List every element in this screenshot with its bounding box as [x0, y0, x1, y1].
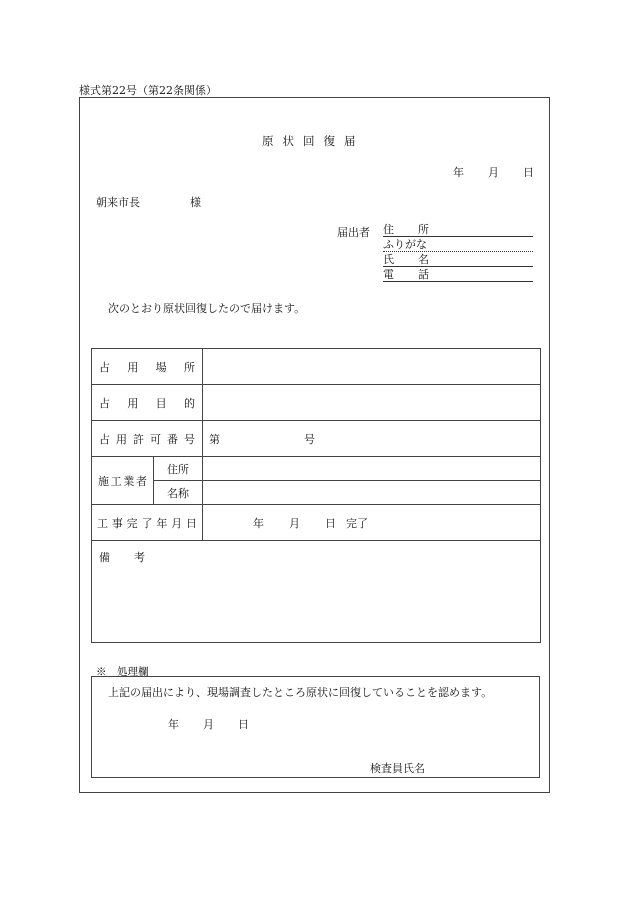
- form-number: 様式第22号（第22条関係）: [79, 84, 217, 97]
- title-char: 状: [282, 134, 303, 148]
- completion-date-input[interactable]: 年 月 日 完了: [203, 505, 541, 541]
- date-day-label: 日: [523, 166, 534, 179]
- contractor-label-cell: 施 工 業 者: [92, 457, 154, 505]
- applicant-address-label: 住 所: [383, 223, 429, 236]
- contractor-address-label: 住所: [154, 457, 203, 481]
- lead-text: 次のとおり原状回復したので届けます。: [108, 302, 306, 315]
- processing-day-label: 日: [238, 718, 249, 731]
- contractor-name-input[interactable]: [203, 481, 541, 505]
- table-row: [92, 349, 541, 385]
- location-label-cell: 占 用 場 所: [92, 349, 203, 385]
- title-char: 回: [303, 134, 324, 148]
- honorific: 様: [190, 196, 201, 209]
- title-char: 原: [262, 134, 283, 148]
- applicant-name-label: 氏 名: [383, 253, 429, 266]
- table-row: [92, 505, 541, 541]
- table-row: [92, 541, 541, 643]
- table-row: [92, 421, 541, 457]
- applicant-phone-label: 電 話: [383, 268, 429, 281]
- remarks-label: 備 考: [99, 551, 145, 564]
- title-char: 復: [323, 134, 344, 148]
- table-row: [92, 481, 541, 505]
- processing-title: ※ 処理欄: [96, 666, 149, 678]
- applicant-name-field[interactable]: [383, 253, 533, 267]
- date-month-label: 月: [488, 166, 499, 179]
- processing-year-label: 年: [168, 718, 179, 731]
- contractor-name-label: 名称: [154, 481, 203, 505]
- applicant-address-field[interactable]: [383, 223, 533, 237]
- processing-month-label: 月: [203, 718, 214, 731]
- applicant-phone-field[interactable]: [383, 268, 533, 282]
- purpose-label-cell: 占 用 目 的: [92, 385, 203, 421]
- remarks-cell[interactable]: [92, 541, 541, 643]
- addressee: 朝来市長: [96, 196, 140, 209]
- applicant-furigana-label: ふりがな: [383, 238, 427, 251]
- table-row: [92, 385, 541, 421]
- permit-label-cell: 占 用 許 可 番 号: [92, 421, 203, 457]
- title-char: 届: [344, 134, 365, 148]
- permit-prefix: 第: [209, 432, 220, 446]
- permit-suffix: 号: [304, 432, 315, 446]
- completion-label-cell: 工 事 完 了 年 月 日: [92, 505, 203, 541]
- restoration-table: [91, 348, 541, 643]
- inspector-name-label: 検査員氏名: [370, 762, 425, 775]
- purpose-input[interactable]: [203, 385, 541, 421]
- location-input[interactable]: [203, 349, 541, 385]
- table-row: [92, 457, 541, 481]
- contractor-address-input[interactable]: [203, 457, 541, 481]
- date-year-label: 年: [453, 166, 464, 179]
- applicant-label: 届出者: [337, 226, 370, 239]
- form-title: [262, 133, 365, 149]
- permit-number-input[interactable]: [203, 421, 541, 457]
- applicant-furigana-field[interactable]: [383, 238, 533, 252]
- processing-statement: 上記の届出により、現場調査したところ原状に回復していることを認めます。: [108, 686, 493, 699]
